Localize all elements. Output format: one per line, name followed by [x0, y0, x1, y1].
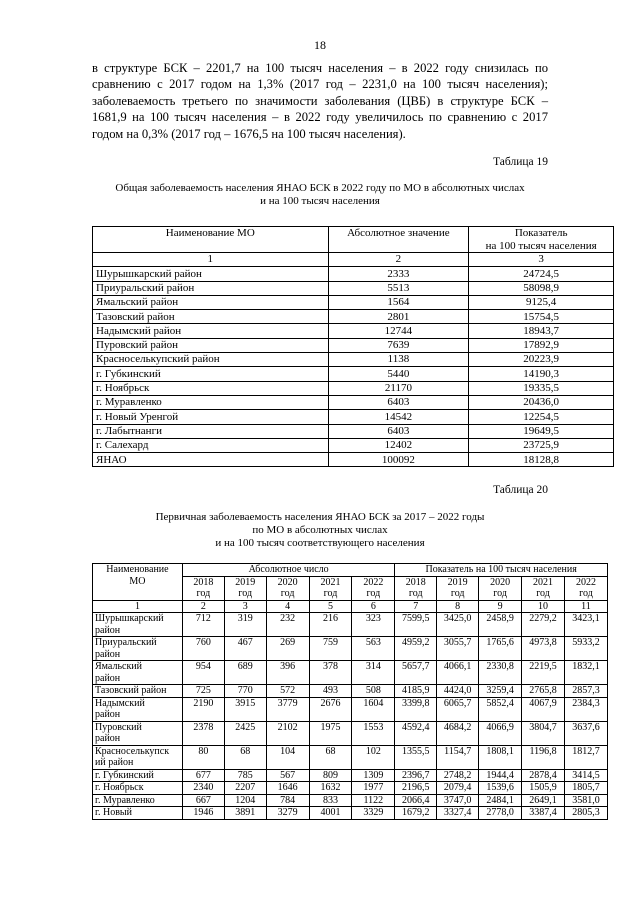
table19 [92, 226, 614, 467]
absolute-value-cell: 809 [309, 769, 352, 782]
table20-row [93, 661, 608, 685]
mo-name-line2: район [95, 733, 121, 744]
table19-header-name: Наименование МО [93, 227, 329, 253]
absolute-value-cell: 2333 [328, 267, 469, 281]
rate-cell: 58098,9 [469, 281, 614, 295]
table20-row [93, 769, 608, 782]
absolute-value-cell: 2425 [224, 721, 266, 745]
table19-label: Таблица 19 [493, 156, 548, 168]
rate-cell: 1539,6 [479, 782, 522, 795]
mo-name-line1: Шурышкарский [95, 613, 164, 624]
year-label: 2018 [405, 576, 426, 588]
mo-name-line1: г. Новый [95, 807, 132, 818]
rate-cell: 2279,2 [522, 613, 565, 637]
year-label: 2020 [277, 576, 298, 588]
mo-name-cell: г. Лабытнанги [93, 424, 329, 438]
table19-row [93, 295, 614, 309]
rate-cell: 2748,2 [437, 769, 479, 782]
absolute-value-cell: 725 [182, 685, 224, 698]
absolute-value-cell: 319 [224, 613, 266, 637]
absolute-value-cell: 3891 [224, 807, 266, 820]
table19-header-row [93, 227, 614, 253]
rate-cell: 2484,1 [479, 794, 522, 807]
year-label: 2020 [490, 576, 511, 588]
rate-cell: 23725,9 [469, 438, 614, 452]
table20-header-abs: Абсолютное число [182, 564, 394, 577]
table20-index-cell: 3 [224, 600, 266, 613]
table20-label: Таблица 20 [493, 484, 548, 496]
table20-title-line3: и на 100 тысяч соответствующего населения [215, 537, 425, 549]
intro-text: в структуре БСК – 2201,7 на 100 тысяч населения – в 2022 году снизилась по сравнению с 2017 годом на 1,3% (2017 год – 2231,0 на 100 тысяч населения); заболеваемость третьего по значимости заболевания (ЦВБ) в структуре БСК – 1681,9 на 100 тысяч населения – в 2022 году увеличилось по сравнению с 2017 годом на 0,3% (2017 год – 1676,5 на 100 тысяч населения). [92, 61, 548, 141]
rate-cell: 5933,2 [564, 637, 607, 661]
rate-cell: 1812,7 [564, 745, 607, 769]
rate-cell: 3327,4 [437, 807, 479, 820]
absolute-value-cell: 2190 [182, 697, 224, 721]
absolute-value-cell: 3779 [266, 697, 309, 721]
absolute-value-cell: 1632 [309, 782, 352, 795]
table19-row [93, 381, 614, 395]
absolute-value-cell: 1975 [309, 721, 352, 745]
absolute-value-cell: 396 [266, 661, 309, 685]
absolute-value-cell: 2340 [182, 782, 224, 795]
absolute-value-cell: 1646 [266, 782, 309, 795]
year-label: 2021 [320, 576, 341, 588]
table19-header-rate-line1: Показатель [514, 227, 568, 239]
absolute-value-cell: 1564 [328, 295, 469, 309]
rate-cell: 20436,0 [469, 395, 614, 409]
year-suffix: год [280, 588, 295, 599]
mo-name-cell: Пуровский район [93, 338, 329, 352]
mo-name-line1: г. Губкинский [95, 769, 154, 781]
absolute-value-cell: 378 [309, 661, 352, 685]
rate-cell: 2219,5 [522, 661, 565, 685]
rate-cell: 4592,4 [395, 721, 437, 745]
absolute-value-cell: 689 [224, 661, 266, 685]
rate-cell: 24724,5 [469, 267, 614, 281]
rate-cell: 4185,9 [395, 685, 437, 698]
rate-cell: 4684,2 [437, 721, 479, 745]
absolute-value-cell: 572 [266, 685, 309, 698]
rate-cell: 2384,3 [564, 697, 607, 721]
rate-cell: 3387,4 [522, 807, 565, 820]
mo-name-line1: Надымский [95, 697, 145, 709]
mo-name-line1: г. Ноябрьск [95, 782, 144, 793]
mo-name-cell: г. Салехард [93, 438, 329, 452]
table20-header-name [93, 564, 183, 601]
table19-row [93, 353, 614, 367]
table19-index-cell: 3 [469, 253, 614, 267]
table20-index-cell: 10 [522, 600, 565, 613]
mo-name-line1: Красноселькупск [95, 745, 170, 757]
absolute-value-cell: 314 [352, 661, 395, 685]
mo-name-line2: район [95, 709, 121, 720]
rate-cell: 3581,0 [564, 794, 607, 807]
rate-cell: 3399,8 [395, 697, 437, 721]
rate-cell: 2458,9 [479, 613, 522, 637]
absolute-value-cell: 712 [182, 613, 224, 637]
table19-title-line1: Общая заболеваемость населения ЯНАО БСК в 2022 году по МО в абсолютных числах [115, 182, 525, 194]
absolute-value-cell: 493 [309, 685, 352, 698]
absolute-value-cell: 3279 [266, 807, 309, 820]
year-suffix: год [323, 588, 338, 599]
absolute-value-cell: 269 [266, 637, 309, 661]
year-suffix: год [238, 588, 253, 599]
absolute-value-cell: 5440 [328, 367, 469, 381]
table20 [92, 563, 608, 820]
table19-header-abs: Абсолютное значение [328, 227, 469, 253]
year-suffix: год [493, 588, 507, 599]
mo-name-cell: Тазовский район [93, 310, 329, 324]
year-label: 2021 [533, 576, 554, 588]
rate-cell: 1196,8 [522, 745, 565, 769]
table19-row [93, 338, 614, 352]
rate-year-header [395, 576, 437, 600]
rate-cell: 5657,7 [395, 661, 437, 685]
year-suffix: год [450, 588, 465, 599]
rate-cell: 19335,5 [469, 381, 614, 395]
year-label: 2019 [447, 576, 468, 588]
table20-index-cell: 2 [182, 600, 224, 613]
table20-index-row [93, 600, 608, 613]
rate-cell: 7599,5 [395, 613, 437, 637]
absolute-value-cell: 102 [352, 745, 395, 769]
absolute-value-cell: 3915 [224, 697, 266, 721]
table19-index-cell: 2 [328, 253, 469, 267]
mo-name-cell: Приуральский район [93, 281, 329, 295]
rate-cell: 6065,7 [437, 697, 479, 721]
rate-cell: 3747,0 [437, 794, 479, 807]
year-suffix: год [366, 588, 381, 599]
mo-name-cell: Шурышкарский район [93, 267, 329, 281]
table20-row [93, 794, 608, 807]
absolute-value-cell: 6403 [328, 395, 469, 409]
rate-cell: 3804,7 [522, 721, 565, 745]
table19-index-cell: 1 [93, 253, 329, 267]
mo-name-cell [93, 661, 183, 685]
mo-name-cell: г. Муравленко [93, 395, 329, 409]
rate-cell: 2649,1 [522, 794, 565, 807]
absolute-value-cell: 216 [309, 613, 352, 637]
table20-header-name-line1: Наименование [106, 564, 169, 575]
absolute-value-cell: 1553 [352, 721, 395, 745]
absolute-value-cell: 12402 [328, 438, 469, 452]
absolute-value-cell: 1122 [352, 794, 395, 807]
absolute-value-cell: 2801 [328, 310, 469, 324]
rate-cell: 18128,8 [469, 453, 614, 467]
rate-cell: 2765,8 [522, 685, 565, 698]
table20-row [93, 697, 608, 721]
absolute-value-cell: 80 [182, 745, 224, 769]
mo-name-cell [93, 721, 183, 745]
absolute-value-cell: 1204 [224, 794, 266, 807]
absolute-value-cell: 954 [182, 661, 224, 685]
mo-name-cell [93, 613, 183, 637]
mo-name-cell [93, 794, 183, 807]
absolute-value-cell: 667 [182, 794, 224, 807]
rate-year-header [522, 576, 565, 600]
table19-row [93, 453, 614, 467]
rate-cell: 3423,1 [564, 613, 607, 637]
mo-name-cell [93, 769, 183, 782]
rate-cell: 14190,3 [469, 367, 614, 381]
mo-name-line2: район [95, 624, 121, 636]
table19-row [93, 281, 614, 295]
mo-name-cell [93, 745, 183, 769]
table19-row [93, 267, 614, 281]
mo-name-cell [93, 807, 183, 820]
absolute-value-cell: 2676 [309, 697, 352, 721]
absolute-value-cell: 770 [224, 685, 266, 698]
table19-row [93, 395, 614, 409]
rate-cell: 1355,5 [395, 745, 437, 769]
absolute-value-cell: 563 [352, 637, 395, 661]
rate-cell: 2805,3 [564, 807, 607, 820]
rate-cell: 1154,7 [437, 745, 479, 769]
mo-name-cell: г. Новый Уренгой [93, 410, 329, 424]
rate-cell: 9125,4 [469, 295, 614, 309]
rate-year-header [564, 576, 607, 600]
rate-cell: 3425,0 [437, 613, 479, 637]
absolute-value-cell: 21170 [328, 381, 469, 395]
rate-cell: 1832,1 [564, 661, 607, 685]
table20-index-cell: 9 [479, 600, 522, 613]
rate-cell: 4959,2 [395, 637, 437, 661]
abs-year-header [266, 576, 309, 600]
absolute-value-cell: 759 [309, 637, 352, 661]
rate-cell: 1505,9 [522, 782, 565, 795]
absolute-value-cell: 567 [266, 769, 309, 782]
rate-cell: 19649,5 [469, 424, 614, 438]
rate-cell: 18943,7 [469, 324, 614, 338]
table20-header-rate: Показатель на 100 тысяч населения [395, 564, 608, 577]
rate-year-header [437, 576, 479, 600]
table20-index-cell: 7 [395, 600, 437, 613]
table20-row [93, 637, 608, 661]
rate-cell: 3637,6 [564, 721, 607, 745]
table20-index-cell: 6 [352, 600, 395, 613]
table20-row [93, 745, 608, 769]
table20-title [92, 511, 548, 550]
table20-index-cell: 11 [564, 600, 607, 613]
table19-row [93, 324, 614, 338]
table20-title-line2: по МО в абсолютных числах [252, 524, 388, 536]
table20-index-cell: 8 [437, 600, 479, 613]
year-label: 2022 [575, 576, 596, 588]
mo-name-line1: г. Муравленко [95, 794, 155, 806]
rate-cell: 17892,9 [469, 338, 614, 352]
table20-row [93, 721, 608, 745]
mo-name-line1: Пуровский [95, 721, 142, 733]
table20-index-cell: 5 [309, 600, 352, 613]
year-suffix: год [196, 588, 211, 599]
rate-cell: 4066,1 [437, 661, 479, 685]
table19-row [93, 410, 614, 424]
table20-row [93, 685, 608, 698]
mo-name-cell: ЯНАО [93, 453, 329, 467]
rate-cell: 3414,5 [564, 769, 607, 782]
rate-cell: 15754,5 [469, 310, 614, 324]
rate-cell: 4424,0 [437, 685, 479, 698]
rate-cell: 2196,5 [395, 782, 437, 795]
rate-cell: 3055,7 [437, 637, 479, 661]
absolute-value-cell: 1977 [352, 782, 395, 795]
rate-cell: 3259,4 [479, 685, 522, 698]
rate-cell: 4067,9 [522, 697, 565, 721]
table20-row [93, 613, 608, 637]
table19-header-rate-line2: на 100 тысяч населения [485, 239, 597, 252]
rate-cell: 2857,3 [564, 685, 607, 698]
rate-cell: 1679,2 [395, 807, 437, 820]
rate-cell: 2396,7 [395, 769, 437, 782]
absolute-value-cell: 14542 [328, 410, 469, 424]
mo-name-cell [93, 685, 183, 698]
abs-year-header [182, 576, 224, 600]
rate-cell: 2079,4 [437, 782, 479, 795]
absolute-value-cell: 1138 [328, 353, 469, 367]
absolute-value-cell: 785 [224, 769, 266, 782]
absolute-value-cell: 3329 [352, 807, 395, 820]
absolute-value-cell: 467 [224, 637, 266, 661]
mo-name-cell: г. Губкинский [93, 367, 329, 381]
year-label: 2019 [235, 576, 256, 588]
rate-cell: 1805,7 [564, 782, 607, 795]
rate-cell: 1808,1 [479, 745, 522, 769]
absolute-value-cell: 104 [266, 745, 309, 769]
abs-year-header [352, 576, 395, 600]
rate-cell: 20223,9 [469, 353, 614, 367]
rate-cell: 2878,4 [522, 769, 565, 782]
year-label: 2022 [363, 576, 384, 588]
mo-name-cell [93, 782, 183, 795]
rate-cell: 2330,8 [479, 661, 522, 685]
absolute-value-cell: 784 [266, 794, 309, 807]
table20-row [93, 807, 608, 820]
year-suffix: год [536, 588, 550, 599]
absolute-value-cell: 1604 [352, 697, 395, 721]
mo-name-cell: Надымский район [93, 324, 329, 338]
rate-cell: 1765,6 [479, 637, 522, 661]
absolute-value-cell: 68 [224, 745, 266, 769]
mo-name-cell: Красноселькупский район [93, 353, 329, 367]
table19-title [92, 182, 548, 208]
absolute-value-cell: 508 [352, 685, 395, 698]
page-number: 18 [314, 38, 326, 52]
absolute-value-cell: 6403 [328, 424, 469, 438]
table19-row [93, 424, 614, 438]
table20-title-line1: Первичная заболеваемость населения ЯНАО БСК за 2017 – 2022 годы [155, 511, 485, 523]
table20-row [93, 782, 608, 795]
rate-cell: 2066,4 [395, 794, 437, 807]
absolute-value-cell: 1309 [352, 769, 395, 782]
intro-paragraph [92, 60, 548, 142]
absolute-value-cell: 4001 [309, 807, 352, 820]
rate-cell: 4066,9 [479, 721, 522, 745]
absolute-value-cell: 2378 [182, 721, 224, 745]
absolute-value-cell: 323 [352, 613, 395, 637]
absolute-value-cell: 2102 [266, 721, 309, 745]
mo-name-line2: район [95, 648, 121, 660]
absolute-value-cell: 760 [182, 637, 224, 661]
absolute-value-cell: 5513 [328, 281, 469, 295]
rate-cell: 4973,8 [522, 637, 565, 661]
year-suffix: год [408, 588, 423, 599]
mo-name-line2: ий район [95, 757, 134, 768]
absolute-value-cell: 12744 [328, 324, 469, 338]
mo-name-cell: г. Ноябрьск [93, 381, 329, 395]
abs-year-header [309, 576, 352, 600]
table19-row [93, 310, 614, 324]
abs-year-header [224, 576, 266, 600]
absolute-value-cell: 100092 [328, 453, 469, 467]
absolute-value-cell: 68 [309, 745, 352, 769]
absolute-value-cell: 7639 [328, 338, 469, 352]
mo-name-line2: район [95, 672, 121, 684]
table19-index-row [93, 253, 614, 267]
rate-cell: 5852,4 [479, 697, 522, 721]
table19-header-rate [469, 227, 614, 253]
mo-name-line1: Приуральский [95, 637, 157, 648]
table19-row [93, 438, 614, 452]
absolute-value-cell: 232 [266, 613, 309, 637]
rate-cell: 12254,5 [469, 410, 614, 424]
rate-cell: 1944,4 [479, 769, 522, 782]
absolute-value-cell: 2207 [224, 782, 266, 795]
year-label: 2018 [193, 576, 214, 588]
mo-name-cell [93, 697, 183, 721]
mo-name-line1: Ямальский [95, 661, 143, 672]
rate-cell: 2778,0 [479, 807, 522, 820]
table20-index-cell: 1 [93, 600, 183, 613]
mo-name-cell: Ямальский район [93, 295, 329, 309]
absolute-value-cell: 677 [182, 769, 224, 782]
absolute-value-cell: 833 [309, 794, 352, 807]
absolute-value-cell: 1946 [182, 807, 224, 820]
table20-index-cell: 4 [266, 600, 309, 613]
rate-year-header [479, 576, 522, 600]
year-suffix: год [579, 588, 593, 599]
table20-header-name-line2: МО [129, 575, 146, 587]
table19-row [93, 367, 614, 381]
table20-header-row-1 [93, 564, 608, 577]
table19-title-line2: и на 100 тысяч населения [260, 195, 380, 207]
mo-name-line1: Тазовский район [95, 685, 167, 696]
mo-name-cell [93, 637, 183, 661]
